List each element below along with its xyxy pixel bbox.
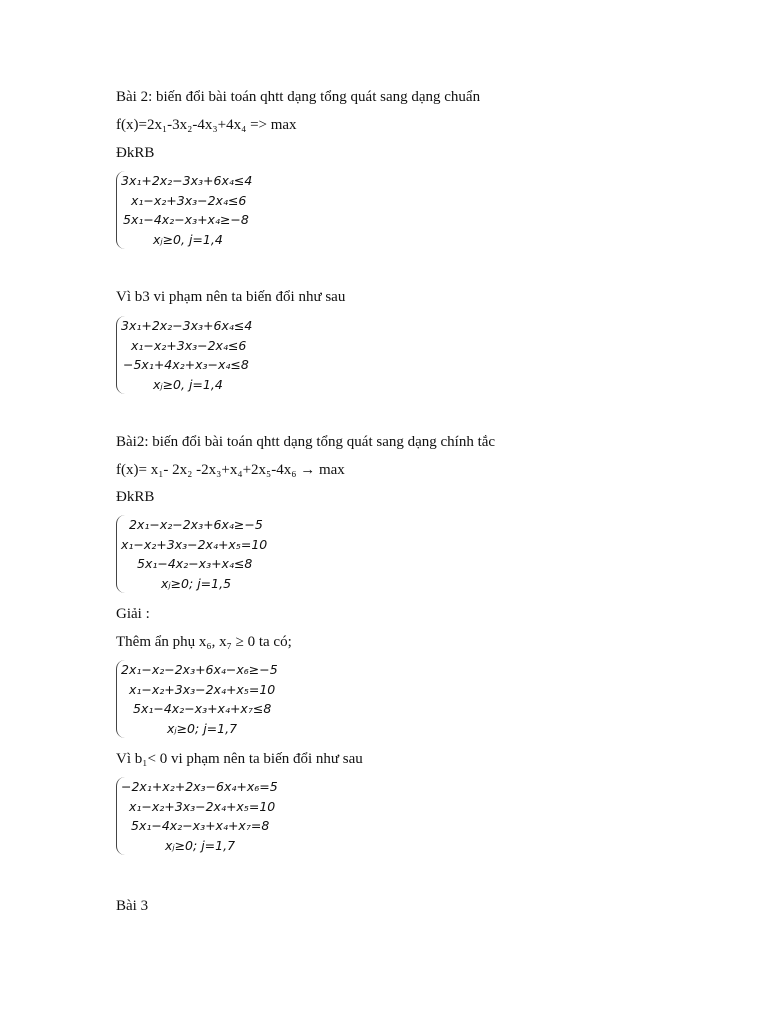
constraint-row: xⱼ≥0; j=1,7: [167, 720, 238, 736]
constraint-system-5: [116, 777, 278, 855]
slack-variables-note: Thêm ẩn phụ x₆, x₇ ≥ 0 ta có;: [116, 634, 292, 650]
objective-function-2: f(x)= x₁- 2x₂ -2x₃+x₄+2x₅-4x₆ → max: [116, 462, 345, 478]
constraints-label-2: ĐkRB: [116, 489, 155, 505]
section-heading-bai2-standard: Bài 2: biến đổi bài toán qhtt dạng tổng quát sang dạng chuẩn: [116, 89, 481, 105]
constraint-row: 5x₁−4x₂−x₃+x₄≥−8: [123, 212, 249, 227]
section-heading-bai3: Bài 3: [116, 898, 149, 914]
section-heading-bai2-canonical: Bài2: biến đổi bài toán qhtt dạng tổng quát sang dạng chính tắc: [116, 434, 496, 450]
constraint-row: x₁−x₂+3x₃−2x₄≤6: [131, 192, 247, 208]
constraint-system-4: [116, 660, 278, 738]
constraint-row: xⱼ≥0, j=1,4: [153, 376, 223, 392]
constraint-row: 2x₁−x₂−2x₃+6x₄−x₆≥−5: [121, 662, 278, 677]
constraint-row: xⱼ≥0; j=1,7: [165, 837, 236, 853]
constraint-row: 3x₁+2x₂−3x₃+6x₄≤4: [121, 173, 253, 188]
constraint-row: 5x₁−4x₂−x₃+x₄≤8: [137, 556, 253, 571]
constraint-system-3: [116, 515, 267, 593]
objective-function-1: f(x)=2x₁-3x₂-4x₃+4x₄ => max: [116, 117, 297, 133]
constraint-row: 5x₁−4x₂−x₃+x₄+x₇=8: [131, 818, 270, 833]
constraint-row: 2x₁−x₂−2x₃+6x₄≥−5: [129, 517, 263, 532]
note-b1-violation: Vì b₁< 0 vi phạm nên ta biến đổi như sau: [116, 751, 363, 767]
constraint-system-1: [116, 171, 252, 249]
constraint-row: x₁−x₂+3x₃−2x₄≤6: [131, 337, 247, 353]
constraint-row: −5x₁+4x₂+x₃−x₄≤8: [123, 357, 249, 372]
constraint-row: 5x₁−4x₂−x₃+x₄+x₇≤8: [133, 701, 272, 716]
constraint-row: −2x₁+x₂+2x₃−6x₄+x₆=5: [121, 779, 278, 794]
note-b3-violation: Vì b3 vi phạm nên ta biến đổi như sau: [116, 289, 346, 305]
constraint-row: x₁−x₂+3x₃−2x₄+x₅=10: [121, 536, 268, 552]
constraints-label-1: ĐkRB: [116, 145, 155, 161]
constraint-row: 3x₁+2x₂−3x₃+6x₄≤4: [121, 318, 253, 333]
constraint-row: xⱼ≥0; j=1,5: [161, 575, 232, 591]
solution-label: Giải :: [116, 606, 150, 622]
constraint-row: x₁−x₂+3x₃−2x₄+x₅=10: [129, 798, 276, 814]
constraint-row: x₁−x₂+3x₃−2x₄+x₅=10: [129, 681, 276, 697]
constraint-system-2: [116, 316, 252, 394]
constraint-row: xⱼ≥0, j=1,4: [153, 231, 223, 247]
